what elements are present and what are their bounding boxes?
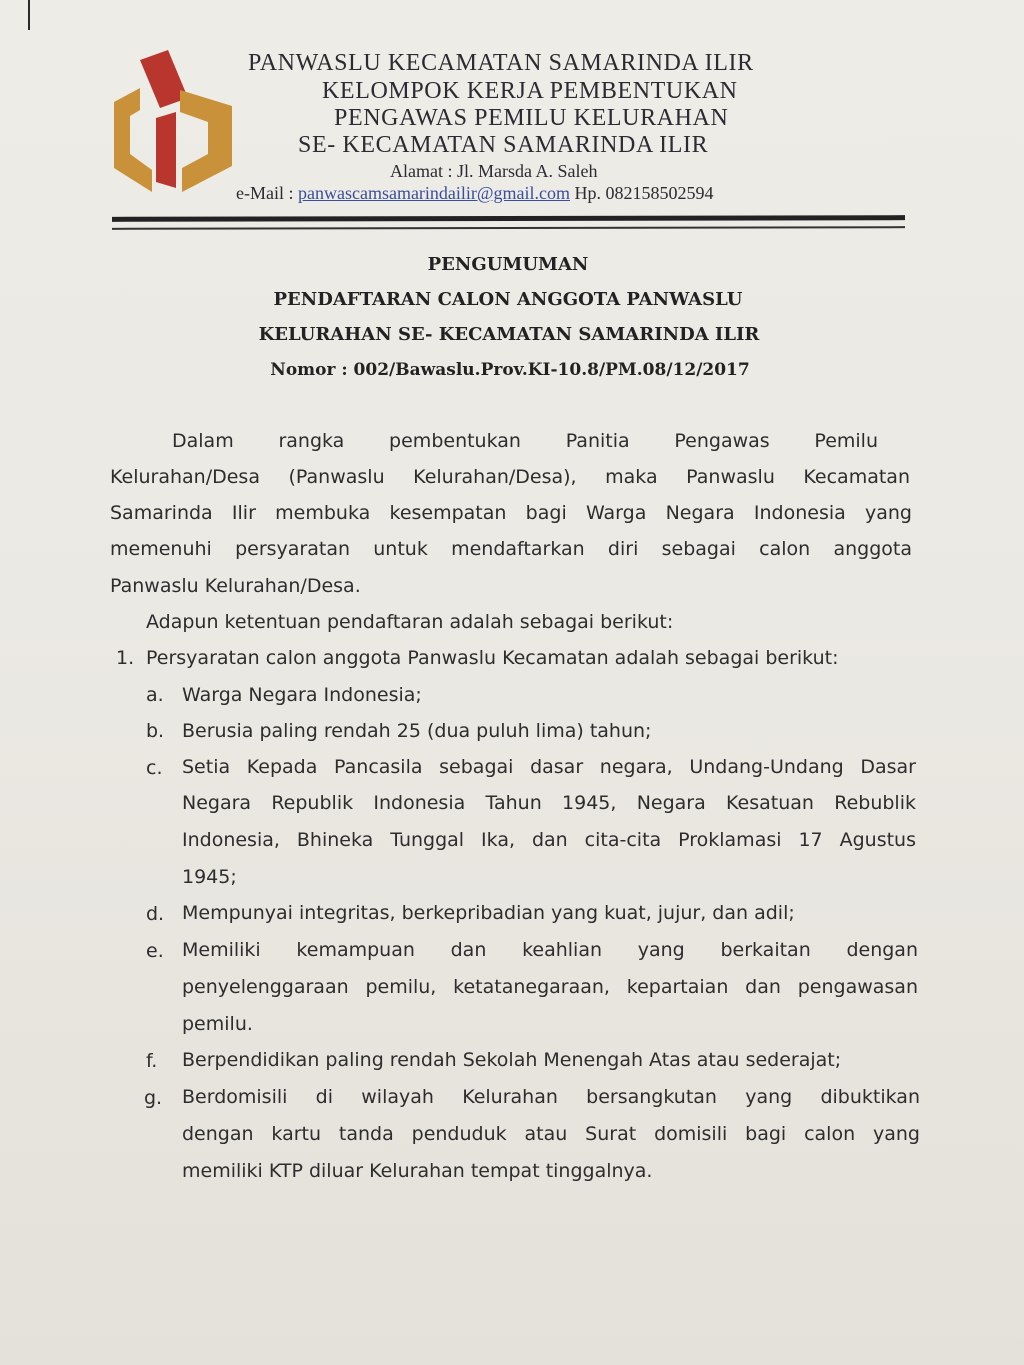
item-g-line-2: dengan kartu tanda penduduk atau Surat domisili bagi calon yang [182, 1123, 920, 1145]
item-c-marker: c. [146, 757, 163, 779]
item-f-text: Berpendidikan paling rendah Sekolah Menengah Atas atau sederajat; [182, 1049, 842, 1071]
address-line: Alamat : Jl. Marsda A. Saleh [390, 161, 598, 181]
contact-line [236, 183, 713, 204]
announcement-title: PENGUMUMAN [427, 254, 589, 275]
item-a-marker: a. [146, 684, 164, 706]
item-e-line-1: Memiliki kemampuan dan keahlian yang berkaitan dengan [182, 939, 918, 961]
email-label: e-Mail : [236, 183, 294, 203]
letterhead-rule-thick [112, 215, 905, 222]
item-f-marker: f. [146, 1050, 158, 1072]
item-d-text: Mempunyai integritas, berkepribadian yang kuat, jujur, dan adil; [182, 902, 795, 924]
email-link[interactable]: panwascamsamarindailir@gmail.com [297, 183, 570, 203]
letterhead-rule-thin [112, 226, 905, 230]
item-b-text: Berusia paling rendah 25 (dua puluh lima) tahun; [182, 720, 652, 742]
org-line-2: KELOMPOK KERJA PEMBENTUKAN [322, 78, 738, 104]
para1-line-5: Panwaslu Kelurahan/Desa. [110, 575, 361, 597]
announcement-subtitle-2: KELURAHAN SE- KECAMATAN SAMARINDA ILIR [258, 324, 760, 345]
item-e-line-3: pemilu. [182, 1013, 253, 1035]
provisions-intro: Adapun ketentuan pendaftaran adalah sebagai berikut: [146, 611, 674, 633]
para1-line-1: Dalam rangka pembentukan Panitia Pengawas Pemilu [172, 430, 878, 452]
panwaslu-logo [110, 50, 235, 195]
org-line-3: PENGAWAS PEMILU KELURAHAN [334, 105, 729, 131]
item-b-marker: b. [146, 720, 165, 742]
item-c-line-2: Negara Republik Indonesia Tahun 1945, Negara Kesatuan Rebublik [182, 792, 916, 814]
item-c-line-3: Indonesia, Bhineka Tunggal Ika, dan cita-cita Proklamasi 17 Agustus [182, 829, 916, 851]
announcement-subtitle-1: PENDAFTARAN CALON ANGGOTA PANWASLU [273, 289, 743, 310]
item-g-line-1: Berdomisili di wilayah Kelurahan bersangkutan yang dibuktikan [182, 1086, 920, 1108]
announcement-number: Nomor : 002/Bawaslu.Prov.KI-10.8/PM.08/12/2017 [270, 360, 750, 380]
edge-mark [28, 0, 30, 30]
section-1-marker: 1. [116, 647, 135, 669]
org-line-4: SE- KECAMATAN SAMARINDA ILIR [298, 132, 709, 158]
item-g-line-3: memiliki KTP diluar Kelurahan tempat tinggalnya. [182, 1160, 653, 1182]
section-1-heading: Persyaratan calon anggota Panwaslu Kecamatan adalah sebagai berikut: [146, 647, 839, 669]
org-line-1: PANWASLU KECAMATAN SAMARINDA ILIR [248, 50, 754, 76]
item-c-line-1: Setia Kepada Pancasila sebagai dasar negara, Undang-Undang Dasar [182, 756, 916, 778]
item-d-marker: d. [146, 903, 165, 925]
item-e-line-2: penyelenggaraan pemilu, ketatanegaraan, kepartaian dan pengawasan [182, 976, 918, 998]
item-e-marker: e. [146, 940, 164, 962]
item-g-marker: g. [144, 1087, 163, 1109]
item-c-line-4: 1945; [182, 866, 237, 888]
para1-line-3: Samarinda Ilir membuka kesempatan bagi Warga Negara Indonesia yang [110, 502, 912, 524]
para1-line-4: memenuhi persyaratan untuk mendaftarkan diri sebagai calon anggota [110, 538, 912, 560]
para1-line-2: Kelurahan/Desa (Panwaslu Kelurahan/Desa), maka Panwaslu Kecamatan [110, 466, 910, 488]
item-a-text: Warga Negara Indonesia; [182, 684, 422, 706]
phone-number: Hp. 082158502594 [574, 183, 714, 203]
